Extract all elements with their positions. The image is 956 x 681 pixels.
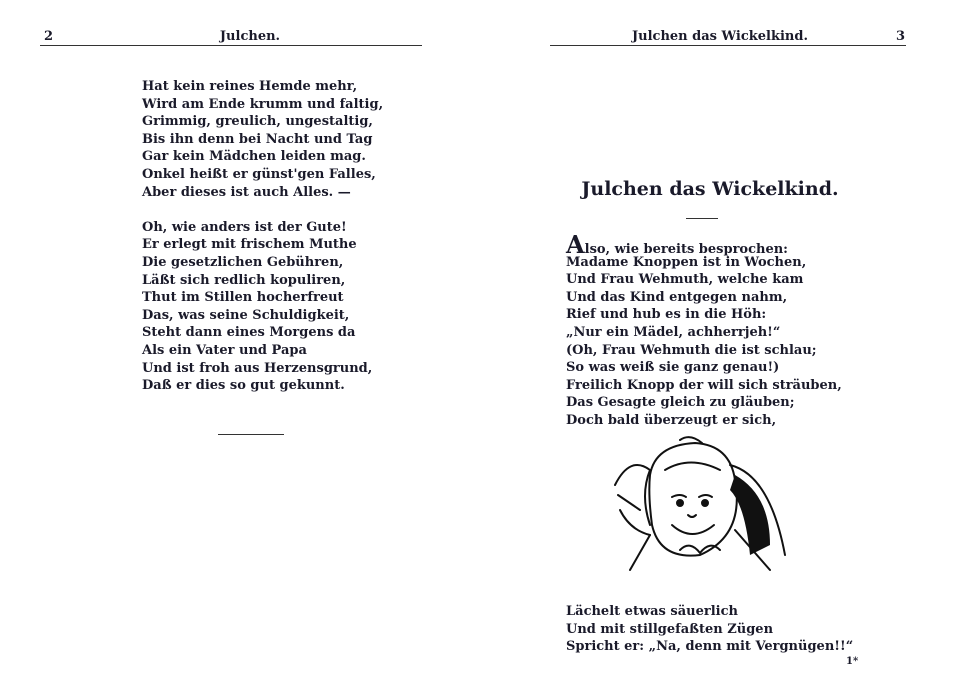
- verse-line: Hat kein reines Hemde mehr,: [142, 79, 358, 94]
- verse-line: Läßt sich redlich kopuliren,: [142, 272, 346, 288]
- poem-right-end: [566, 603, 853, 656]
- verse-line: Thut im Stillen hocherfreut: [142, 290, 344, 306]
- verse-line: (Oh, Frau Wehmuth die ist schlau;: [566, 342, 817, 358]
- header-rule-right: [550, 45, 906, 46]
- verse-line: Daß er dies so gut gekunnt.: [142, 378, 345, 394]
- drop-initial: A: [566, 230, 585, 259]
- verse-line: Aber dieses ist auch Alles. —: [142, 184, 351, 200]
- verse-line: Und mit stillgefaßten Zügen: [566, 621, 774, 637]
- verse-line: Spricht er: „Na, denn mit Vergnügen!!“: [566, 639, 854, 655]
- page-number-right: 3: [896, 29, 906, 44]
- verse-line: Onkel heißt er günst'gen Falles,: [142, 166, 376, 182]
- poem-right: [566, 230, 842, 430]
- verse-line: lso, wie bereits besprochen:: [584, 242, 788, 257]
- verse-line: „Nur ein Mädel, achherrjeh!“: [566, 324, 781, 340]
- verse-line: Grimmig, greulich, ungestaltig,: [142, 114, 373, 130]
- poem-left: [142, 78, 383, 395]
- verse-line: Und das Kind entgegen nahm,: [566, 289, 788, 305]
- running-head-right: Julchen das Wickelkind.: [632, 29, 808, 44]
- verse-line: Das, was seine Schuldigkeit,: [142, 307, 350, 323]
- title-rule: [686, 218, 718, 219]
- verse-line: Bis ihn denn bei Nacht und Tag: [142, 131, 373, 147]
- baby-illustration: [610, 435, 790, 575]
- chapter-title: Julchen das Wickelkind.: [581, 178, 839, 200]
- signature-mark: 1*: [846, 656, 859, 667]
- end-rule-left: [218, 434, 284, 435]
- verse-line: Doch bald überzeugt er sich,: [566, 412, 777, 428]
- verse-line: Rief und hub es in die Höh:: [566, 307, 767, 323]
- verse-line: So was weiß sie ganz genau!): [566, 360, 780, 376]
- header-rule-left: [40, 45, 422, 46]
- verse-line: Das Gesagte gleich zu gläuben;: [566, 395, 795, 411]
- page-number-left: 2: [44, 29, 54, 44]
- verse-line: Lächelt etwas säuerlich: [566, 604, 738, 619]
- verse-line: Die gesetzlichen Gebühren,: [142, 254, 344, 270]
- verse-line: Er erlegt mit frischem Muthe: [142, 237, 357, 253]
- verse-line: Als ein Vater und Papa: [142, 342, 307, 358]
- verse-line: Gar kein Mädchen leiden mag.: [142, 149, 366, 165]
- verse-line: Freilich Knopp der will sich sträuben,: [566, 377, 842, 393]
- verse-line: Und ist froh aus Herzensgrund,: [142, 360, 373, 376]
- running-head-left: Julchen.: [219, 29, 281, 44]
- verse-line: Madame Knoppen ist in Wochen,: [566, 254, 807, 270]
- verse-line: Wird am Ende krumm und faltig,: [142, 96, 384, 112]
- verse-line: Und Frau Wehmuth, welche kam: [566, 272, 804, 288]
- verse-line: Oh, wie anders ist der Gute!: [142, 219, 347, 235]
- verse-line: Steht dann eines Morgens da: [142, 325, 356, 341]
